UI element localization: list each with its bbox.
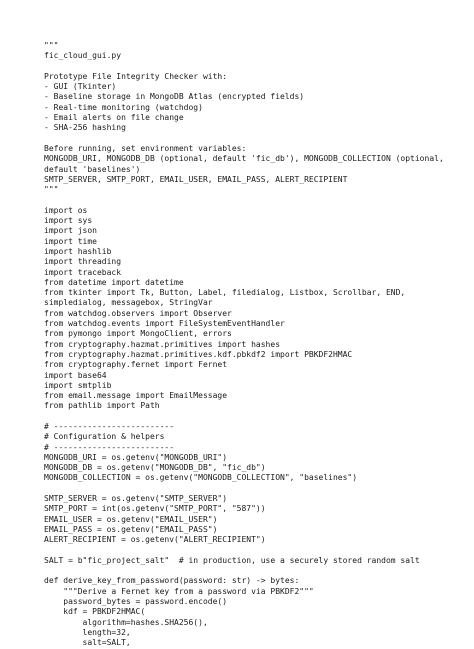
code-line: default 'baselines') [44,164,141,174]
code-line: from pymongo import MongoClient, errors [44,329,232,339]
code-line: from cryptography.hazmat.primitives import hashes [44,339,281,349]
code-line [44,134,469,144]
code-line: - GUI (Tkinter) [44,82,117,92]
code-line: ALERT_RECIPIENT = os.getenv("ALERT_RECIPIENT") [44,535,266,545]
code-line: from datetime import datetime [44,277,184,287]
code-line: Before running, set environment variables: [44,143,247,153]
code-line: from cryptography.hazmat.primitives.kdf.pbkdf2 import PBKDF2HMAC [44,349,353,359]
code-line: """ [44,185,59,195]
code-line: from watchdog.events import FileSystemEventHandler [44,319,285,329]
code-line [44,566,469,576]
code-line: fic_cloud_gui.py [44,51,122,61]
code-line: MONGODB_URI, MONGODB_DB (optional, default 'fic_db'), MONGODB_COLLECTION (optional, [44,154,444,164]
code-line: algorithm=hashes.SHA256(), [44,617,208,627]
code-line: from watchdog.observers import Observer [44,308,232,318]
code-line: MONGODB_DB = os.getenv("MONGODB_DB", "fic_db") [44,463,266,473]
code-line: - Real-time monitoring (watchdog) [44,102,203,112]
code-line: EMAIL_USER = os.getenv("EMAIL_USER") [44,514,218,524]
code-line: import smtplib [44,380,112,390]
code-line: Prototype File Integrity Checker with: [44,71,228,81]
code-line: kdf = PBKDF2HMAC( [44,607,146,617]
code-line: import base64 [44,370,107,380]
code-line: import threading [44,257,122,267]
code-line: MONGODB_COLLECTION = os.getenv("MONGODB_COLLECTION", "baselines") [44,473,358,483]
code-line: MONGODB_URI = os.getenv("MONGODB_URI") [44,452,228,462]
code-line: import os [44,205,88,215]
code-line: - Email alerts on file change [44,113,184,123]
code-line: SMTP_PORT = int(os.getenv("SMTP_PORT", "587")) [44,504,266,514]
code-line: salt=SALT, [44,638,131,648]
code-line [44,412,469,422]
code-line: from cryptography.fernet import Fernet [44,360,228,370]
code-line: def derive_key_from_password(password: str) -> bytes: [44,576,300,586]
code-line: """Derive a Fernet key from a password via PBKDF2""" [44,586,314,596]
code-line: import hashlib [44,246,112,256]
code-line: from pathlib import Path [44,401,160,411]
code-line: from email.message import EmailMessage [44,391,228,401]
code-line: import traceback [44,267,122,277]
code-line: simpledialog, messagebox, StringVar [44,298,213,308]
code-line: import sys [44,216,93,226]
code-line [44,484,469,494]
code-line: # ------------------------- [44,421,175,431]
code-line [44,195,469,205]
code-line: """ [44,41,59,50]
code-line: EMAIL_PASS = os.getenv("EMAIL_PASS") [44,524,218,534]
code-line: # Configuration & helpers [44,432,165,442]
code-line: - SHA-256 hashing [44,123,126,133]
code-line: SMTP_SERVER, SMTP_PORT, EMAIL_USER, EMAIL_PASS, ALERT_RECIPIENT [44,174,348,184]
code-listing [44,41,469,649]
code-line: SALT = b"fic_project_salt" # in production, use a securely stored random salt [44,555,420,565]
code-line [44,62,469,72]
code-line: - Baseline storage in MongoDB Atlas (encrypted fields) [44,92,305,102]
code-line [44,546,469,556]
code-line: import json [44,226,97,236]
code-line: password_bytes = password.encode() [44,597,228,607]
code-line: from tkinter import Tk, Button, Label, filedialog, Listbox, Scrollbar, END, [44,288,406,298]
code-line: # ------------------------- [44,442,175,452]
code-line: import time [44,236,97,246]
code-line: SMTP_SERVER = os.getenv("SMTP_SERVER") [44,494,228,504]
code-line: length=32, [44,627,131,637]
